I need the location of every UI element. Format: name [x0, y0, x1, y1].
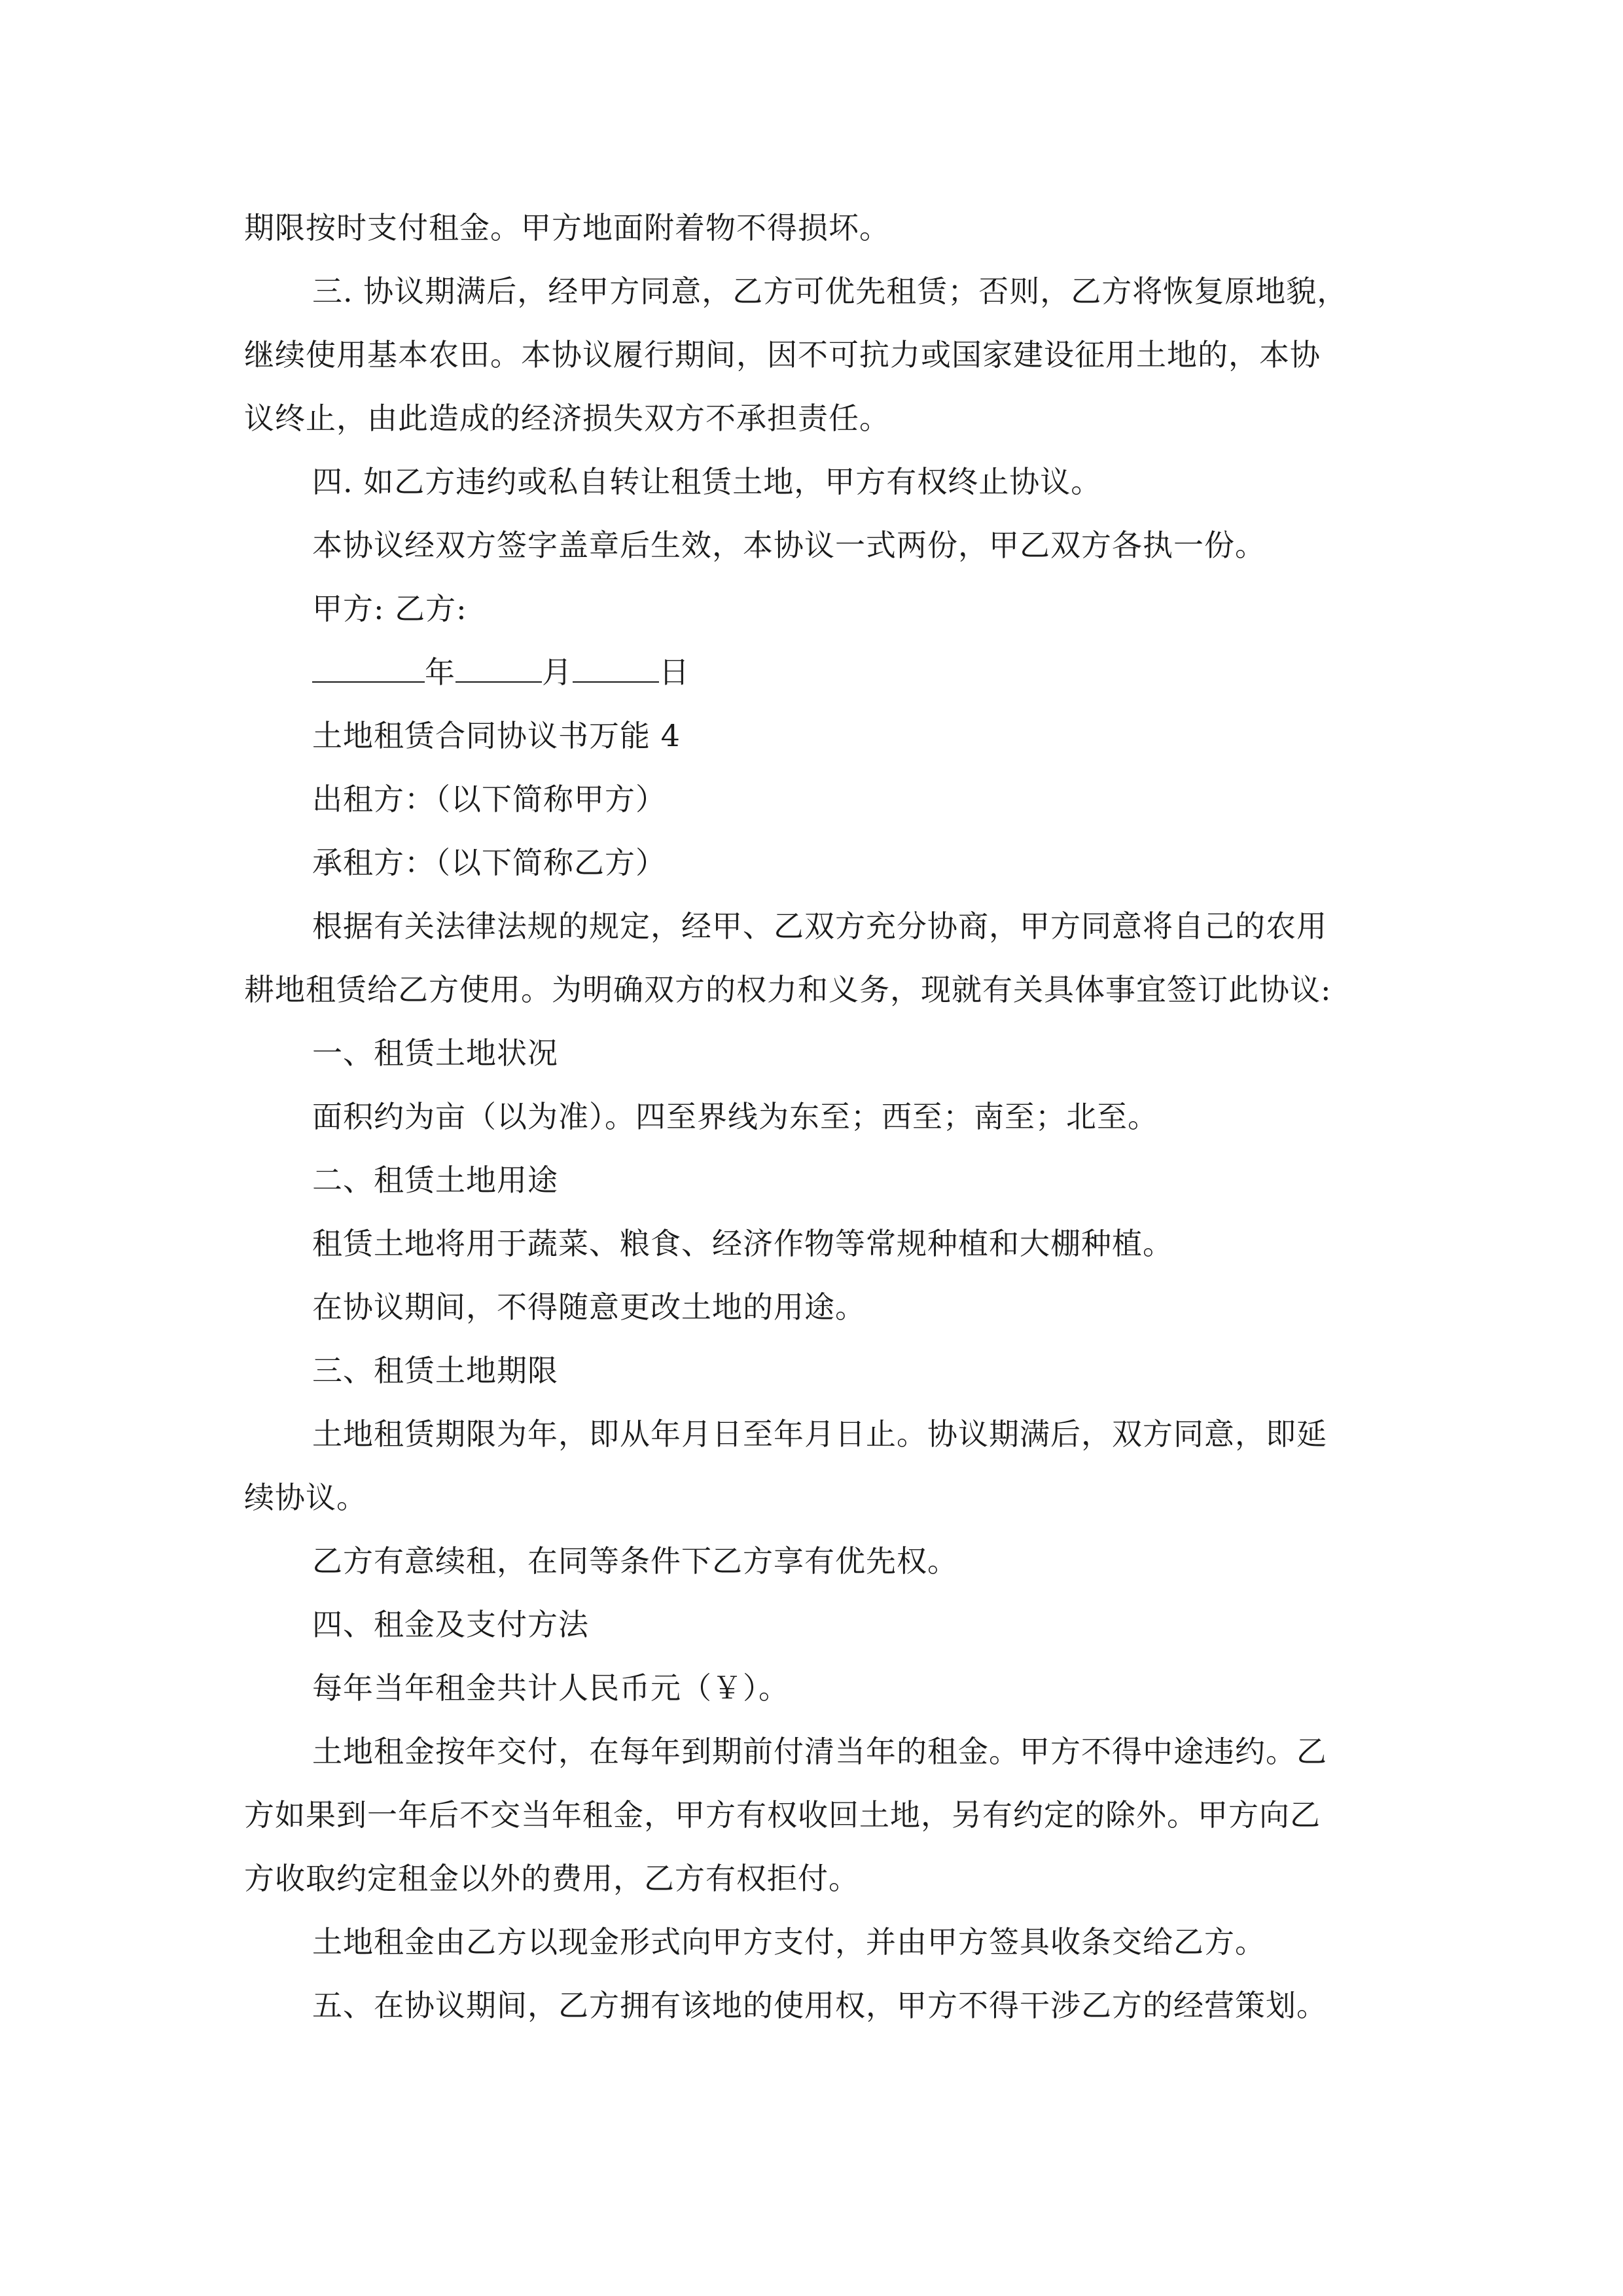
year-label: 年: [425, 655, 455, 690]
paragraph-line: 方如果到一年后不交当年租金，甲方有权收回土地，另有约定的除外。甲方向乙: [244, 1797, 1321, 1833]
lessor-line: 出租方：（以下简称甲方）: [312, 781, 666, 817]
clause-three: 三. 协议期满后，经甲方同意，乙方可优先租赁；否则，乙方将恢复原地貌，: [312, 274, 1348, 309]
clause-four: 四. 如乙方违约或私自转让租赁土地，甲方有权终止协议。: [312, 464, 1102, 499]
paragraph-line: 土地租金按年交付，在每年到期前付清当年的租金。甲方不得中途违约。乙: [312, 1734, 1327, 1769]
day-label: 日: [659, 655, 690, 690]
paragraph-line: 乙方有意续租，在同等条件下乙方享有优先权。: [312, 1543, 958, 1579]
effective-clause: 本协议经双方签字盖章后生效，本协议一式两份，甲乙双方各执一份。: [312, 528, 1266, 563]
date-line: [244, 641, 1396, 704]
month-label: 月: [542, 655, 573, 690]
preamble-line: 根据有关法律法规的规定，经甲、乙双方充分协商，甲方同意将自己的农用: [312, 908, 1327, 944]
paragraph-line: 面积约为亩（以为准）。四至界线为东至；西至；南至；北至。: [312, 1099, 1158, 1134]
year-blank: [312, 642, 425, 683]
heading-rent-payment: 四、租金及支付方法: [312, 1607, 589, 1642]
paragraph-line: 土地租金由乙方以现金形式向甲方支付，并由甲方签具收条交给乙方。: [312, 1924, 1266, 1960]
paragraph-line: 期限按时支付租金。甲方地面附着物不得损坏。: [244, 210, 890, 245]
month-blank: [455, 642, 542, 683]
signature-parties: 甲方: 乙方:: [312, 591, 467, 626]
paragraph-line: 方收取约定租金以外的费用，乙方有权拒付。: [244, 1861, 859, 1896]
paragraph-line: 在协议期间，不得随意更改土地的用途。: [312, 1289, 866, 1325]
preamble-line: 耕地租赁给乙方使用。为明确双方的权力和义务，现就有关具体事宜签订此协议:: [244, 972, 1332, 1007]
paragraph-line: 议终止，由此造成的经济损失双方不承担责任。: [244, 401, 890, 436]
heading-land-status: 一、租赁土地状况: [312, 1035, 558, 1071]
paragraph-line: 土地租赁期限为年，即从年月日至年月日止。协议期满后，双方同意，即延: [312, 1416, 1327, 1452]
paragraph-line: 续协议。: [244, 1480, 367, 1515]
paragraph-line: 每年当年租金共计人民币元（￥）。: [312, 1670, 789, 1706]
section-title: 土地租赁合同协议书万能 4: [312, 718, 681, 753]
heading-lease-term: 三、租赁土地期限: [312, 1353, 558, 1388]
paragraph-line: 继续使用基本农田。本协议履行期间，因不可抗力或国家建设征用土地的，本协: [244, 337, 1321, 372]
lessee-line: 承租方：（以下简称乙方）: [312, 845, 666, 880]
document-body: [244, 196, 1396, 2037]
clause-five: 五、在协议期间，乙方拥有该地的使用权，甲方不得干涉乙方的经营策划。: [312, 1988, 1327, 2023]
day-blank: [573, 642, 659, 683]
heading-land-use: 二、租赁土地用途: [312, 1162, 558, 1198]
paragraph-line: 租赁土地将用于蔬菜、粮食、经济作物等常规种植和大棚种植。: [312, 1226, 1173, 1261]
